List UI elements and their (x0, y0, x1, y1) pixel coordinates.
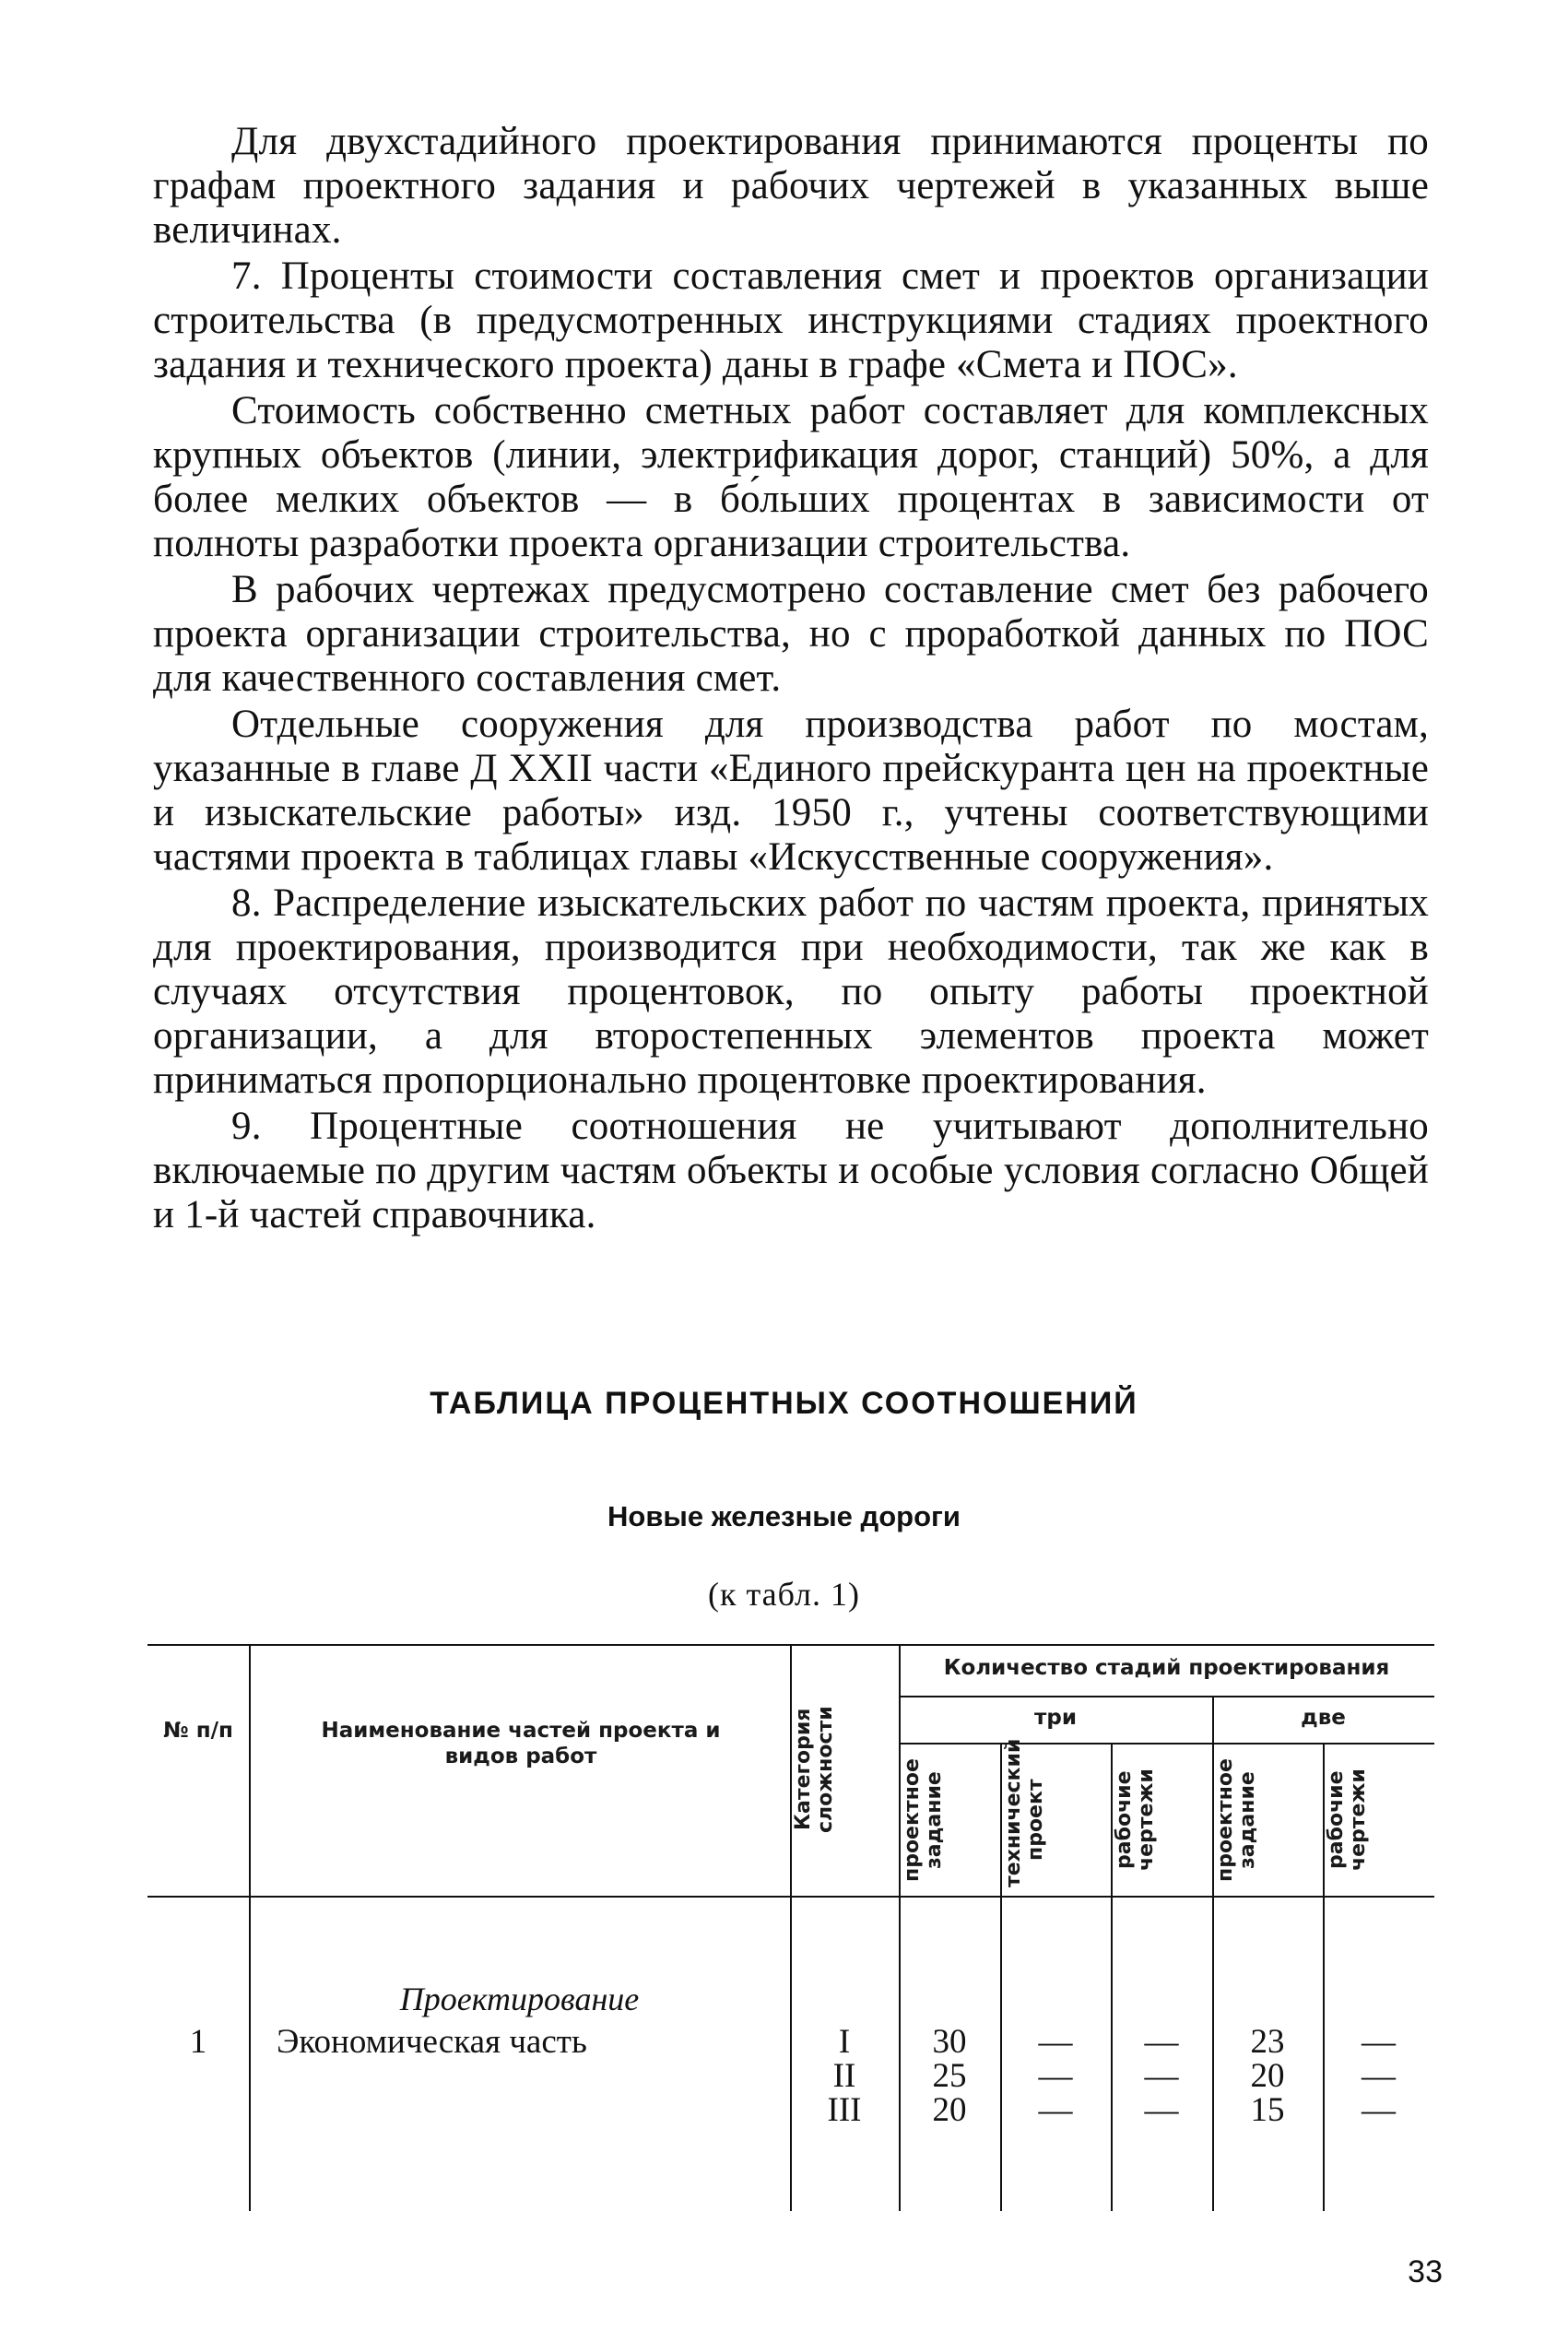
paragraph: Стоимость собственно сметных работ составляет для комплексных крупных объектов (линии, электрификация дорог, станций) 50%, а для более мелких объектов — в бо́льших процентах в зависимости от полноты разработки проекта организации строительства. (153, 389, 1429, 565)
row-name: Экономическая часть (277, 2023, 587, 2061)
name-header: Наименование частей проекта и видов работ (321, 1719, 721, 1768)
three-project-task-header: проектное задание (901, 1758, 946, 1882)
number-header: № п/п (163, 1719, 233, 1743)
paragraph: 7. Проценты стоимости составления смет и проектов организации строительства (в предусмотренных инструкциями стадиях проектного задания и технического проекта) даны в графе «Смета и ПОС». (153, 254, 1429, 386)
three-stages-header: три (1034, 1706, 1077, 1730)
three-technical-project-value: — (1038, 2023, 1073, 2061)
three-working-drawings-value: — (1144, 2057, 1179, 2095)
two-working-drawings-value: — (1362, 2023, 1396, 2061)
percentage-table (147, 1644, 1434, 2211)
three-technical-project-header: технический проект (1002, 1738, 1047, 1887)
three-technical-project-value: — (1038, 2091, 1073, 2129)
table-subtitle: Новые железные дороги (607, 1500, 961, 1532)
row-number: 1 (189, 2023, 207, 2061)
three-project-task-value: 25 (932, 2057, 967, 2095)
stages-header-rule (899, 1696, 1434, 1697)
paragraph: В рабочих чертежах предусмотрено составление смет без рабочего проекта организации строительства, но с проработкой данных по ПОС для качественного составления смет. (153, 568, 1429, 700)
two-project-task-value: 15 (1250, 2091, 1285, 2129)
three-project-task-value: 20 (932, 2091, 967, 2129)
three-working-drawings-header: рабочие чертежи (1113, 1768, 1158, 1872)
two-project-task-value: 20 (1250, 2057, 1285, 2095)
body-text (153, 120, 1429, 1237)
category-value: III (827, 2091, 862, 2129)
paragraph: Для двухстадийного проектирования принимаются проценты по графам проектного задания и рабочих чертежей в указанных выше величинах. (153, 120, 1429, 252)
table-title: ТАБЛИЦА ПРОЦЕНТНЫХ СООТНОШЕНИЙ (430, 1386, 1138, 1421)
paragraph: 9. Процентные соотношения не учитывают дополнительно включаемые по другим частям объекты и особые условия согласно Общей и 1-й частей справочника. (153, 1105, 1429, 1236)
section-heading: Проектирование (399, 1981, 640, 2017)
col-rule (249, 1644, 251, 2211)
two-working-drawings-value: — (1362, 2057, 1396, 2095)
category-value: II (832, 2057, 856, 2095)
count-header-rule (899, 1743, 1434, 1745)
paragraph: 8. Распределение изыскательских работ по частям проекта, принятых для проектирования, производится при необходимости, так же как в случаях отсутствия процентовок, по опыту работы проектной организации, а для второстепенных элементов проекта может приниматься пропорционально процентовке проектирования. (153, 881, 1429, 1102)
stages-header: Количество стадий проектирования (943, 1656, 1390, 1680)
three-technical-project-value: — (1038, 2057, 1073, 2095)
two-working-drawings-header: рабочие чертежи (1325, 1768, 1370, 1872)
page-number: 33 (1408, 2254, 1443, 2289)
table-reference: (к табл. 1) (707, 1576, 860, 1613)
category-value: I (838, 2023, 851, 2061)
category-header: Категория сложности (792, 1706, 837, 1833)
three-project-task-value: 30 (932, 2023, 967, 2061)
paragraph: Отдельные сооружения для производства работ по мостам, указанные в главе Д XXII части «Единого прейскуранта цен на проектные и изыскательские работы» изд. 1950 г., учтены соответствующими частями проекта в таблицах главы «Искусственные сооружения». (153, 703, 1429, 879)
two-project-task-header: проектное задание (1214, 1758, 1259, 1882)
two-working-drawings-value: — (1362, 2091, 1396, 2129)
two-project-task-value: 23 (1250, 2023, 1285, 2061)
three-working-drawings-value: — (1144, 2091, 1179, 2129)
two-stages-header: две (1301, 1706, 1346, 1730)
three-working-drawings-value: — (1144, 2023, 1179, 2061)
